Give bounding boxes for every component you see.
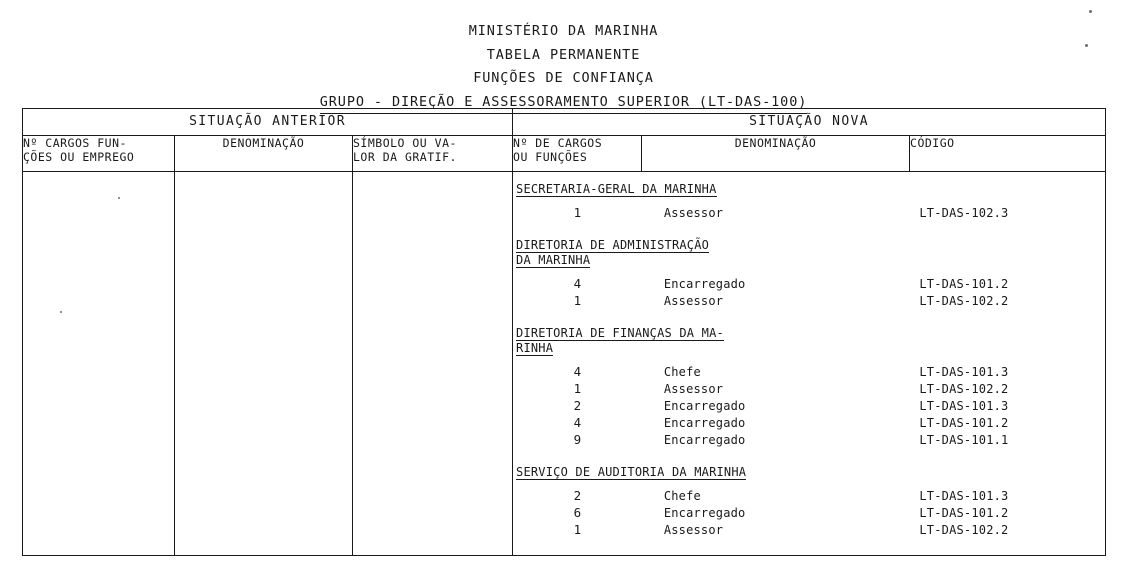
column-header-denominacao-nova-l1: DENOMINAÇÃO (734, 136, 817, 150)
column-header-codigo-l1: CÓDIGO (910, 136, 955, 150)
column-header-cargos-nova-l2: OU FUNÇÕES (513, 150, 588, 165)
row-code: LT-DAS-101.3 (919, 365, 1009, 379)
section-spacer (513, 541, 1105, 555)
column-header-cargos-nova-l1: Nº DE CARGOS (513, 136, 603, 150)
row-quantity: 4 (573, 415, 582, 430)
row-code: LT-DAS-102.3 (919, 206, 1009, 220)
row-code: LT-DAS-101.2 (919, 506, 1009, 520)
row-denomination: Chefe (663, 365, 701, 379)
group-header-nova: SITUAÇÃO NOVA (513, 109, 1106, 136)
row-denomination: Encarregado (663, 433, 746, 447)
organization-heading (513, 326, 1105, 341)
row-code: LT-DAS-101.1 (919, 433, 1009, 447)
column-header-denominacao-nova (642, 136, 910, 172)
heading-group: GRUPO - DIREÇÃO E ASSESSORAMENTO SUPERIOR (LT-DAS-100) (320, 93, 808, 115)
main-table (22, 108, 1106, 556)
table-row (513, 507, 1105, 524)
row-spacer (513, 356, 1105, 366)
table-body-row (23, 172, 1106, 556)
column-header-simbolo (353, 136, 513, 172)
organization-heading-cont (513, 253, 1105, 268)
organization-heading (513, 238, 1105, 253)
row-denomination: Encarregado (663, 277, 746, 291)
section-spacer (513, 451, 1105, 465)
row-code: LT-DAS-102.2 (919, 523, 1009, 537)
column-header-codigo (910, 136, 1106, 172)
table-row (513, 490, 1105, 507)
table-row (513, 278, 1105, 295)
row-quantity: 1 (573, 293, 582, 308)
row-code: LT-DAS-102.2 (919, 382, 1009, 396)
row-spacer (513, 268, 1105, 278)
row-denomination: Encarregado (663, 399, 746, 413)
column-header-simbolo-l1: SÍMBOLO OU VA- (353, 136, 457, 150)
column-header-cargos-nova (513, 136, 642, 172)
table-row (513, 524, 1105, 541)
organization-heading-line: RINHA (516, 341, 554, 355)
row-code: LT-DAS-101.2 (919, 277, 1009, 291)
row-quantity: 2 (573, 488, 582, 503)
section-spacer (513, 312, 1105, 326)
table-group-header-row (23, 109, 1106, 136)
body-cell-cargos-anterior (23, 172, 175, 556)
column-header-cargos-anterior-l1: Nº CARGOS FUN- (23, 136, 127, 150)
organization-heading (513, 182, 1105, 197)
row-quantity: 1 (573, 522, 582, 537)
table-row (513, 400, 1105, 417)
row-code: LT-DAS-101.3 (919, 399, 1009, 413)
table-column-header-row (23, 136, 1106, 172)
row-denomination: Assessor (663, 206, 724, 220)
row-denomination: Chefe (663, 489, 701, 503)
row-denomination: Assessor (663, 294, 724, 308)
row-spacer (513, 197, 1105, 207)
row-code: LT-DAS-101.3 (919, 489, 1009, 503)
column-header-denominacao-anterior-l1: DENOMINAÇÃO (222, 136, 305, 150)
row-code: LT-DAS-101.2 (919, 416, 1009, 430)
heading-functions: FUNÇÕES DE CONFIANÇA (473, 70, 654, 87)
scan-speck (1085, 44, 1088, 47)
row-denomination: Assessor (663, 523, 724, 537)
scan-speck (1089, 10, 1092, 13)
table-row (513, 295, 1105, 312)
table-row (513, 383, 1105, 400)
situacao-nova-rows (513, 172, 1105, 555)
heading-table-type: TABELA PERMANENTE (486, 46, 641, 63)
row-spacer (513, 480, 1105, 490)
body-cell-situacao-nova (513, 172, 1106, 556)
row-quantity: 1 (573, 381, 582, 396)
row-denomination: Encarregado (663, 416, 746, 430)
row-denomination: Assessor (663, 382, 724, 396)
heading-ministry: MINISTÉRIO DA MARINHA (468, 23, 659, 39)
group-header-anterior: SITUAÇÃO ANTERIOR (23, 109, 513, 136)
organization-heading-line: SERVIÇO DE AUDITORIA DA MARINHA (516, 465, 747, 479)
row-quantity: 1 (573, 205, 582, 220)
organization-heading-line: SECRETARIA-GERAL DA MARINHA (516, 182, 717, 196)
column-header-cargos-anterior (23, 136, 175, 172)
table-row (513, 366, 1105, 383)
column-header-simbolo-l2: LOR DA GRATIF. (353, 150, 457, 165)
body-cell-simbolo (353, 172, 513, 556)
organization-heading-line: DA MARINHA (516, 253, 591, 267)
organization-heading-line: DIRETORIA DE ADMINISTRAÇÃO (516, 238, 710, 252)
row-quantity: 4 (573, 364, 582, 379)
organization-heading-line: DIRETORIA DE FINANÇAS DA MA- (516, 326, 724, 340)
column-header-cargos-anterior-l2: ÇÕES OU EMPREGO (23, 150, 135, 165)
table-row (513, 207, 1105, 224)
row-denomination: Encarregado (663, 506, 746, 520)
body-cell-denominacao-anterior (175, 172, 353, 556)
organization-heading (513, 465, 1105, 480)
column-header-denominacao-anterior (175, 136, 353, 172)
row-quantity: 9 (573, 432, 582, 447)
table-row (513, 417, 1105, 434)
row-code: LT-DAS-102.2 (919, 294, 1009, 308)
main-table-wrapper (22, 108, 1105, 556)
document-heading (0, 0, 1127, 114)
row-quantity: 2 (573, 398, 582, 413)
row-quantity: 4 (573, 276, 582, 291)
organization-heading-cont (513, 341, 1105, 356)
row-quantity: 6 (573, 505, 582, 520)
section-spacer (513, 224, 1105, 238)
table-row (513, 434, 1105, 451)
